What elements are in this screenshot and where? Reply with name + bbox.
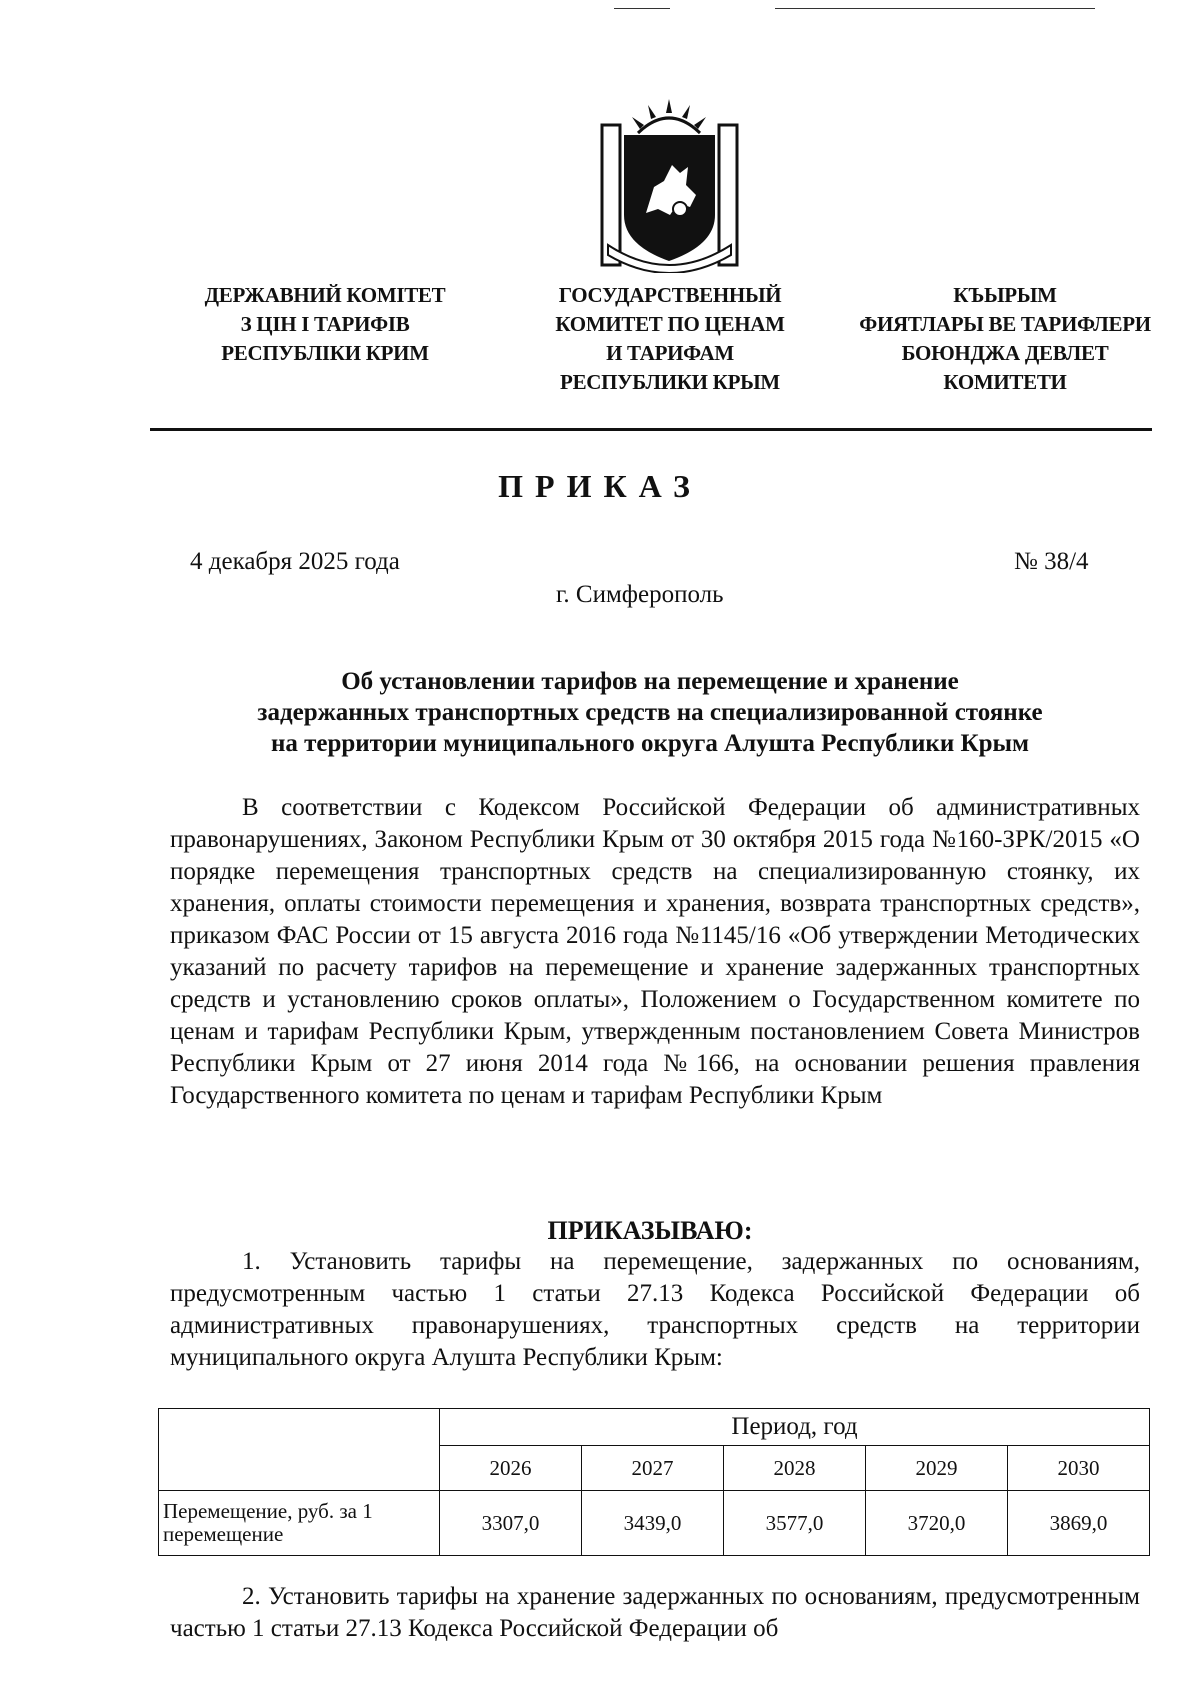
- sun-arc: [638, 118, 700, 133]
- year-cell: 2026: [440, 1446, 582, 1491]
- value-cell: 3720,0: [866, 1491, 1008, 1556]
- value-cell: 3577,0: [724, 1491, 866, 1556]
- item-1-paragraph: 1. Установить тарифы на перемещение, задержанных по основаниям, предусмотренным частью 1 статьи 27.13 Кодекса Российской Федерации об административных правонарушениях, транспортных средств на территории муниципального округа Алушта Республики Крым:: [170, 1248, 1140, 1371]
- right-column: [719, 125, 737, 265]
- header-russian: ГОСУДАРСТВЕННЫЙ КОМИТЕТ ПО ЦЕНАМ И ТАРИФАМ РЕСПУБЛИКИ КРЫМ: [555, 283, 785, 394]
- order-word: ПРИКАЗЫВАЮ:: [547, 1216, 753, 1245]
- year-cell: 2028: [724, 1446, 866, 1491]
- period-header: Период, год: [440, 1409, 1150, 1446]
- year-cell: 2030: [1008, 1446, 1150, 1491]
- year-cell: 2029: [866, 1446, 1008, 1491]
- sun-rays: [632, 99, 706, 129]
- document-number: № 38/4: [1014, 548, 1089, 575]
- header-crimean-tatar: КЪЫРЫМ ФИЯТЛАРЫ ВЕ ТАРИФЛЕРИ БОЮНДЖА ДЕВЛЕТ КОМИТЕТИ: [859, 283, 1151, 394]
- year-cell: 2027: [582, 1446, 724, 1491]
- item-2-paragraph: 2. Установить тарифы на хранение задержанных по основаниям, предусмотренным частью 1 статьи 27.13 Кодекса Российской Федерации об: [170, 1583, 1140, 1642]
- pearl-shell: [673, 202, 687, 216]
- letterhead: [150, 281, 1170, 394]
- value-cell: 3869,0: [1008, 1491, 1150, 1556]
- left-column: [602, 125, 620, 265]
- crimea-coat-of-arms-emblem: [598, 95, 741, 273]
- document-subject: Об установлении тарифов на перемещение и хранение задержанных транспортных средств на специализированной стоянке на территории муниципального округа Алушта Республики Крым: [257, 668, 1043, 757]
- table-header-row: [159, 1409, 1150, 1446]
- value-cell: 3307,0: [440, 1491, 582, 1556]
- table-corner-cell: [159, 1409, 440, 1491]
- table-row: [159, 1491, 1150, 1556]
- scan-line-left: [614, 8, 670, 9]
- value-cell: 3439,0: [582, 1491, 724, 1556]
- header-divider: [150, 428, 1152, 431]
- preamble-paragraph: В соответствии с Кодексом Российской Федерации об административных правонарушениях, Законом Республики Крым от 30 октября 2015 года №160-ЗРК/2015 «О порядке перемещения транспортных средств на специализированную стоянку, их хранения, оплаты стоимости перемещения и хранения, возврата транспортных средств», приказом ФАС России от 15 августа 2016 года №1145/16 «Об утверждении Методических указаний по расчету тарифов на перемещение и хранение задержанных транспортных средств и установлению сроков оплаты», Положением о Государственном комитете по ценам и тарифам Республики Крым, утвержденным постановлением Совета Министров Республики Крым от 27 июня 2014 года №166, на основании решения правления Государственного комитета по ценам и тарифам Республики Крым: [170, 794, 1140, 1109]
- scan-line-right: [775, 8, 1095, 9]
- document-title: ПРИКАЗ: [498, 468, 702, 504]
- header-ukrainian: ДЕРЖАВНИЙ КОМІТЕТ З ЦІН І ТАРИФІВ РЕСПУБЛІКИ КРИМ: [204, 283, 446, 365]
- row-label: Перемещение, руб. за 1 перемещение: [159, 1491, 440, 1556]
- tariff-table: [158, 1408, 1150, 1556]
- document-city: г. Симферополь: [556, 581, 724, 608]
- document-date: 4 декабря 2025 года: [190, 548, 400, 575]
